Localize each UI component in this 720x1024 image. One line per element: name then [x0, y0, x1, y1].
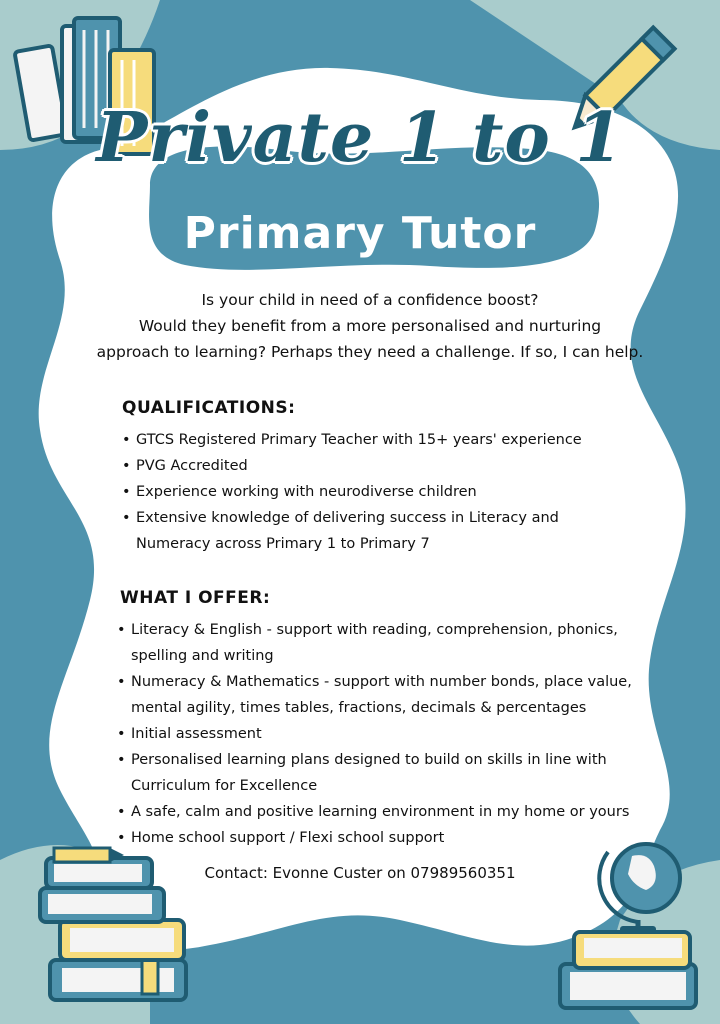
intro-line: Is your child in need of a confidence boost?: [201, 291, 539, 309]
list-item: • Numeracy & Mathematics - support with number bonds, place value, mental agility, times tables, fractions, decimals & percentages: [115, 669, 635, 721]
intro-line: approach to learning? Perhaps they need a challenge. If so, I can help.: [96, 343, 644, 361]
qualifications-list: [120, 427, 630, 557]
offer-list: [115, 617, 635, 851]
list-item: • Initial assessment: [115, 721, 635, 747]
contact-line: Contact: Evonne Custer on 07989560351: [204, 864, 516, 882]
list-item: • Home school support / Flexi school support: [115, 825, 635, 851]
title-line-1: Private 1 to 1: [96, 98, 624, 178]
offer-heading: WHAT I OFFER:: [120, 588, 271, 608]
list-item: • A safe, calm and positive learning environment in my home or yours: [115, 799, 635, 825]
list-item: • PVG Accredited: [120, 453, 630, 479]
qualifications-heading: QUALIFICATIONS:: [122, 398, 296, 418]
list-item: • Personalised learning plans designed to build on skills in line with Curriculum for Excellence: [115, 747, 635, 799]
list-item: • Experience working with neurodiverse children: [120, 479, 630, 505]
list-item: • Extensive knowledge of delivering success in Literacy and Numeracy across Primary 1 to Primary 7: [120, 505, 630, 557]
list-item: • Literacy & English - support with reading, comprehension, phonics, spelling and writing: [115, 617, 635, 669]
title-line-2: Primary Tutor: [183, 208, 537, 259]
intro-line: Would they benefit from a more personalised and nurturing: [138, 317, 602, 335]
list-item: • GTCS Registered Primary Teacher with 15+ years' experience: [120, 427, 630, 453]
intro-text: [70, 287, 670, 365]
